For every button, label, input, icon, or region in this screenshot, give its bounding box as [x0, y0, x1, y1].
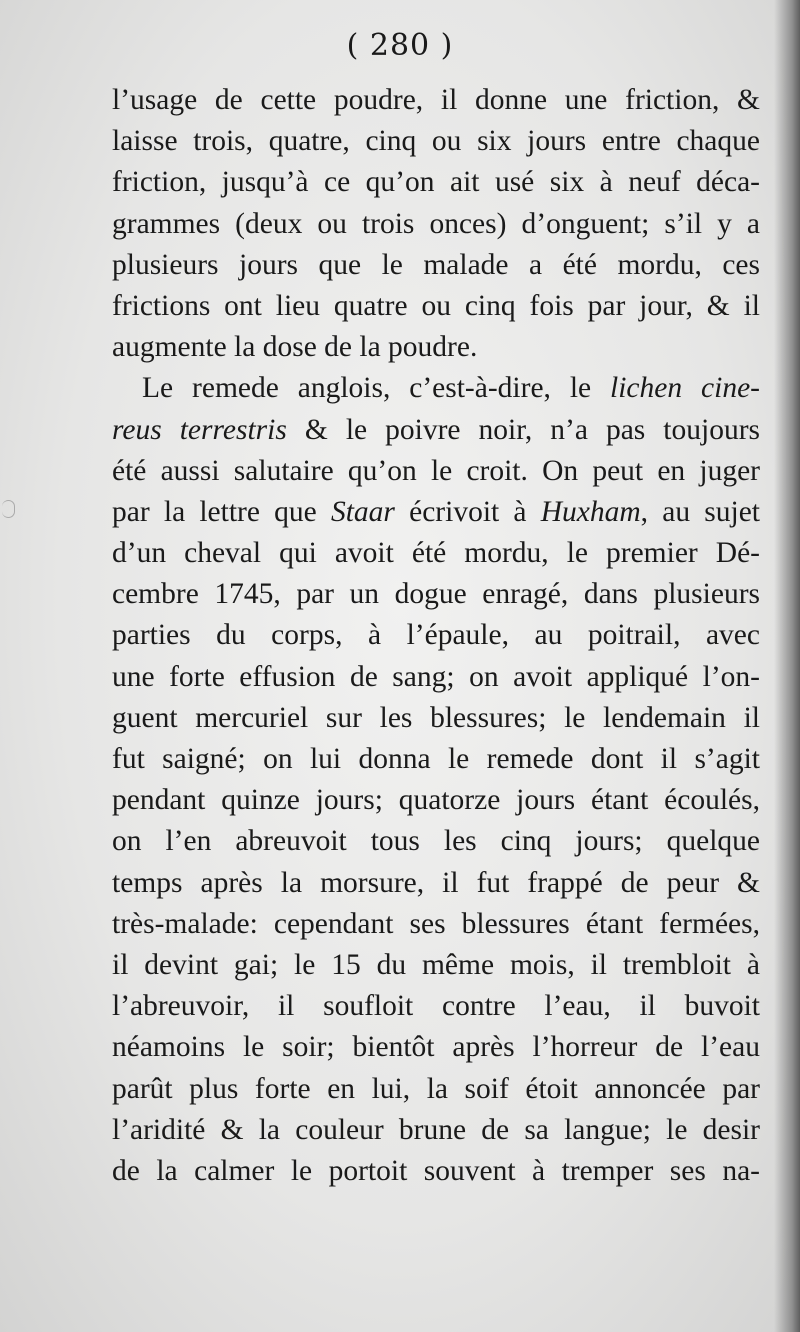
text-line	[112, 657, 760, 698]
text-line	[112, 574, 760, 615]
text-segment: l’aridité & la couleur brune de sa langue; le desir	[112, 1113, 760, 1146]
text-line	[112, 986, 760, 1027]
text-line	[112, 904, 760, 945]
margin-mark	[2, 500, 15, 518]
text-line	[112, 410, 760, 451]
text-line	[112, 739, 760, 780]
text-line	[112, 162, 760, 203]
page-number: ( 280 )	[346, 28, 454, 63]
text-segment: l’usage de cette poudre, il donne une friction, &	[112, 84, 760, 116]
text-segment: plusieurs jours que le malade a été mordu, ces	[112, 248, 760, 281]
text-line	[112, 698, 760, 739]
text-segment: & le poivre noir, n’a pas toujours	[286, 413, 761, 446]
text-segment: , au sujet	[640, 495, 760, 528]
text-segment: friction, jusqu’à ce qu’on ait usé six à neuf déca-	[112, 166, 760, 199]
text-segment: Le remede anglois, c’est-à-dire, le	[142, 372, 611, 405]
text-line	[112, 821, 760, 862]
italic-text: Huxham	[540, 495, 641, 528]
text-line	[112, 368, 760, 409]
text-line	[112, 1110, 760, 1151]
text-segment: augmente la dose de la poudre.	[112, 331, 478, 364]
text-line	[112, 615, 760, 656]
text-segment: parties du corps, à l’épaule, au poitrail, avec	[112, 619, 760, 652]
text-segment: une forte effusion de sang; on avoit appliqué l’on-	[112, 660, 760, 693]
text-segment: de la calmer le portoit souvent à tremper ses na-	[112, 1154, 760, 1187]
text-segment: été aussi salutaire qu’on le croit. On peut en juger	[112, 454, 760, 487]
italic-text: lichen cine-	[610, 372, 760, 405]
text-segment: il devint gai; le 15 du même mois, il trembloit à	[112, 948, 760, 981]
text-segment: très-malade: cependant ses blessures étant fermées,	[112, 907, 760, 940]
text-line	[112, 945, 760, 986]
text-line	[112, 204, 760, 245]
text-line	[112, 1027, 760, 1068]
text-line	[112, 121, 760, 162]
text-segment: d’un cheval qui avoit été mordu, le premier Dé-	[112, 537, 760, 570]
text-segment: guent mercuriel sur les blessures; le lendemain il	[112, 701, 760, 734]
text-line	[112, 1151, 760, 1192]
italic-text: Staar	[330, 495, 395, 528]
page-edge-shadow	[774, 0, 800, 1332]
text-segment: fut saigné; on lui donna le remede dont il s’agit	[112, 743, 760, 775]
text-segment: l’abreuvoir, il soufloit contre l’eau, il buvoit	[112, 990, 760, 1023]
text-line	[112, 80, 760, 121]
text-line	[112, 492, 760, 533]
text-line	[112, 451, 760, 492]
text-line	[112, 286, 760, 327]
text-segment: cembre 1745, par un dogue enragé, dans plusieurs	[112, 578, 760, 611]
text-segment: pendant quinze jours; quatorze jours étant écoulés,	[112, 784, 760, 817]
text-line	[112, 533, 760, 574]
text-line	[112, 245, 760, 286]
text-line	[112, 1069, 760, 1110]
text-segment: on l’en abreuvoit tous les cinq jours; quelque	[112, 825, 760, 858]
text-segment: grammes (deux ou trois onces) d’onguent; s’il y a	[112, 207, 760, 240]
text-segment: parût plus forte en lui, la soif étoit annoncée par	[112, 1072, 760, 1105]
text-segment: néamoins le soir; bientôt après l’horreur de l’eau	[112, 1031, 760, 1064]
text-segment: frictions ont lieu quatre ou cinq fois par jour, & il	[112, 289, 760, 322]
text-segment: temps après la morsure, il fut frappé de peur &	[112, 866, 760, 899]
text-segment: écrivoit à	[394, 495, 541, 528]
text-segment: laisse trois, quatre, cinq ou six jours entre chaque	[112, 125, 760, 158]
text-line	[112, 327, 760, 368]
body-text	[112, 80, 760, 1192]
text-segment: par la lettre que	[112, 495, 331, 528]
text-line	[112, 780, 760, 821]
italic-text: reus terrestris	[112, 413, 287, 446]
text-line	[112, 863, 760, 904]
